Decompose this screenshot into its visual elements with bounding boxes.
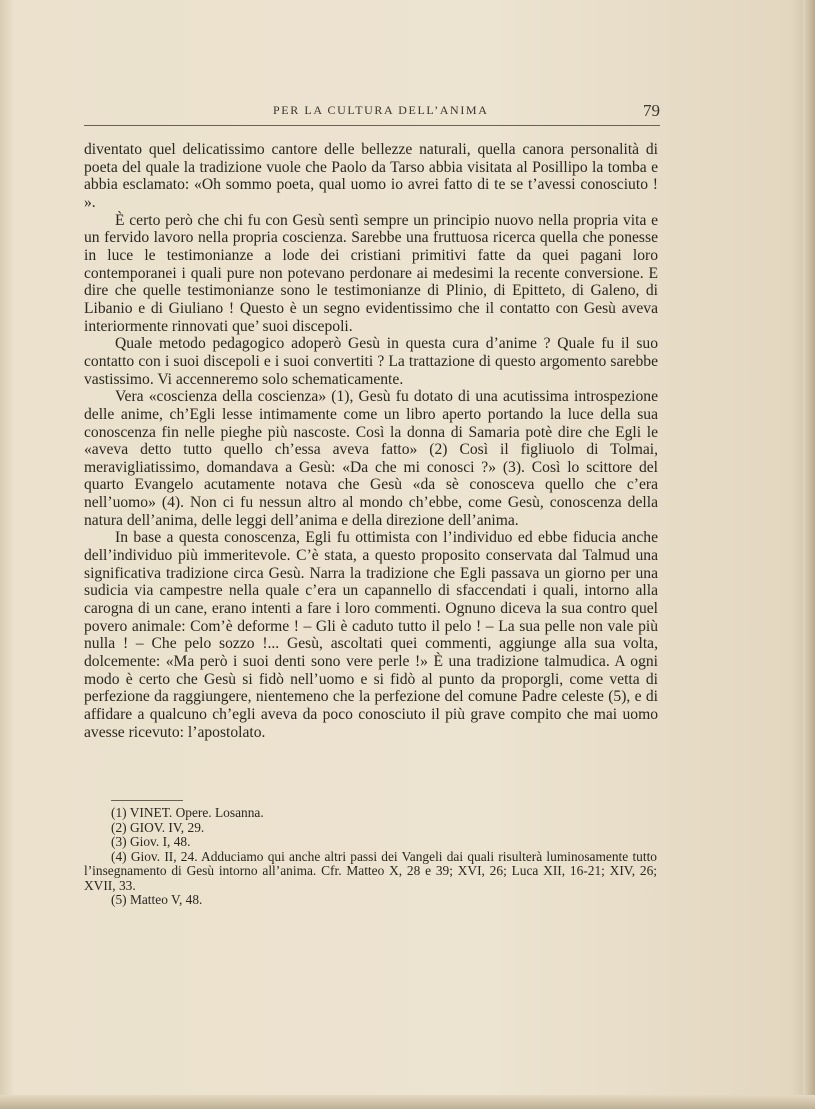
paragraph: diventato quel delicatissimo cantore delle bellezze naturali, quella canora personalità di poeta del quale la tradizione vuole che Paolo da Tarso abbia visitata al Posillipo la tomba e abbia esclamato: «Oh sommo poeta, qual uomo io avrei fatto di te se t’avessi conosciuto ! ». [84,141,658,211]
running-head: PER LA CULTURA DELL’ANIMA [273,103,489,117]
paragraph: Vera «coscienza della coscienza» (1), Gesù fu dotato di una acutissima introspezione delle anime, ch’Egli lesse intimamente come un libro aperto portando la luce della sua conoscenza fin nelle pieghe più nascoste. Così la donna di Samaria potè dire che Egli le «aveva detto tutto quello ch’essa aveva fatto» (2) Così il figliuolo di Tolmai, meravigliatissimo, domandava a Gesù: «Da che mi conosci ?» (3). Così lo scittore del quarto Evangelo acutamente notava che Gesù «da sè conosceva quello che c’era nell’uomo» (4). Non ci fu nessun altro al mondo ch’ebbe, come Gesù, conoscenza della natura dell’anima, delle leggi dell’anima e della direzione dell’anima. [84,388,658,529]
paragraph: Quale metodo pedagogico adoperò Gesù in questa cura d’anime ? Quale fu il suo contatto con i suoi discepoli e i suoi convertiti ? La trattazione di questo argomento sarebbe vastissimo. Vi accenneremo solo schematicamente. [84,335,658,388]
page-edge-bottom [0,1095,815,1109]
footnote: (5) Matteo V, 48. [111,892,203,907]
page-number: 79 [643,101,660,120]
page-edge-right [803,0,815,1109]
footnote: (1) VINET. Opere. Losanna. [111,805,264,820]
paragraph: È certo però che chi fu con Gesù sentì sempre un principio nuovo nella propria vita e un fervido lavoro nella propria coscienza. Sarebbe una fruttuosa ricerca quella che ponesse in luce le testimonianze a lode dei cristiani primitivi fatte da quei pagani loro contemporanei i quali pure non potevano perdonare ai medesimi la recente conversione. E dire che quelle testimonianze sono le testimonianze di Plinio, di Epitteto, di Galeno, di Libanio e di Giuliano ! Questo è un segno evidentissimo che il contatto con Gesù aveva interiormente rinnovati que’ suoi discepoli. [84,211,658,335]
paragraph: In base a questa conoscenza, Egli fu ottimista con l’individuo ed ebbe fiducia anche dell’individuo più immeritevole. C’è stata, a questo proposito conservata dal Talmud una significativa tradizione circa Gesù. Narra la tradizione che Egli passava un giorno per una sudicia via campestre nella quale c’era un capannello di sfaccendati i quali, intorno alla carogna di un cane, erano intenti a fare i loro commenti. Ognuno diceva la sua contro quel povero animale: Com’è deforme ! – Gli è caduto tutto il pelo ! – La sua pelle non vale più nulla ! – Che pelo sozzo !... Gesù, ascoltati quei commenti, aggiunge alla sua volta, dolcemente: «Ma però i suoi denti sono vere perle !» È una tradizione talmudica. A ogni modo è certo che Gesù si fidò nell’uomo e si fidò al punto da proporgli, come vetta di perfezione da raggiungere, nientemeno che la perfezione del comune Padre celeste (5), e di affidare a qualcuno ch’egli aveva da poco conosciuto il più grave compito che mai uomo avesse ricevuto: l’apostolato. [84,529,658,741]
footnote: (2) GIOV. IV, 29. [111,819,205,835]
footnote: (4) Giov. II, 24. Adduciamo qui anche altri passi dei Vangeli dai quali risulterà luminosamente tutto l’insegnamento di Gesù intorno all’anima. Cfr. Matteo X, 28 e 39; XVI, 26; Luca XII, 16-21; XIV, 26; XVII, 33. [84,848,657,893]
footnotes [84,805,657,908]
body-text [84,141,658,741]
footnote: (3) Giov. I, 48. [111,834,191,849]
header-rule [84,125,660,126]
footnote-rule [111,800,183,801]
